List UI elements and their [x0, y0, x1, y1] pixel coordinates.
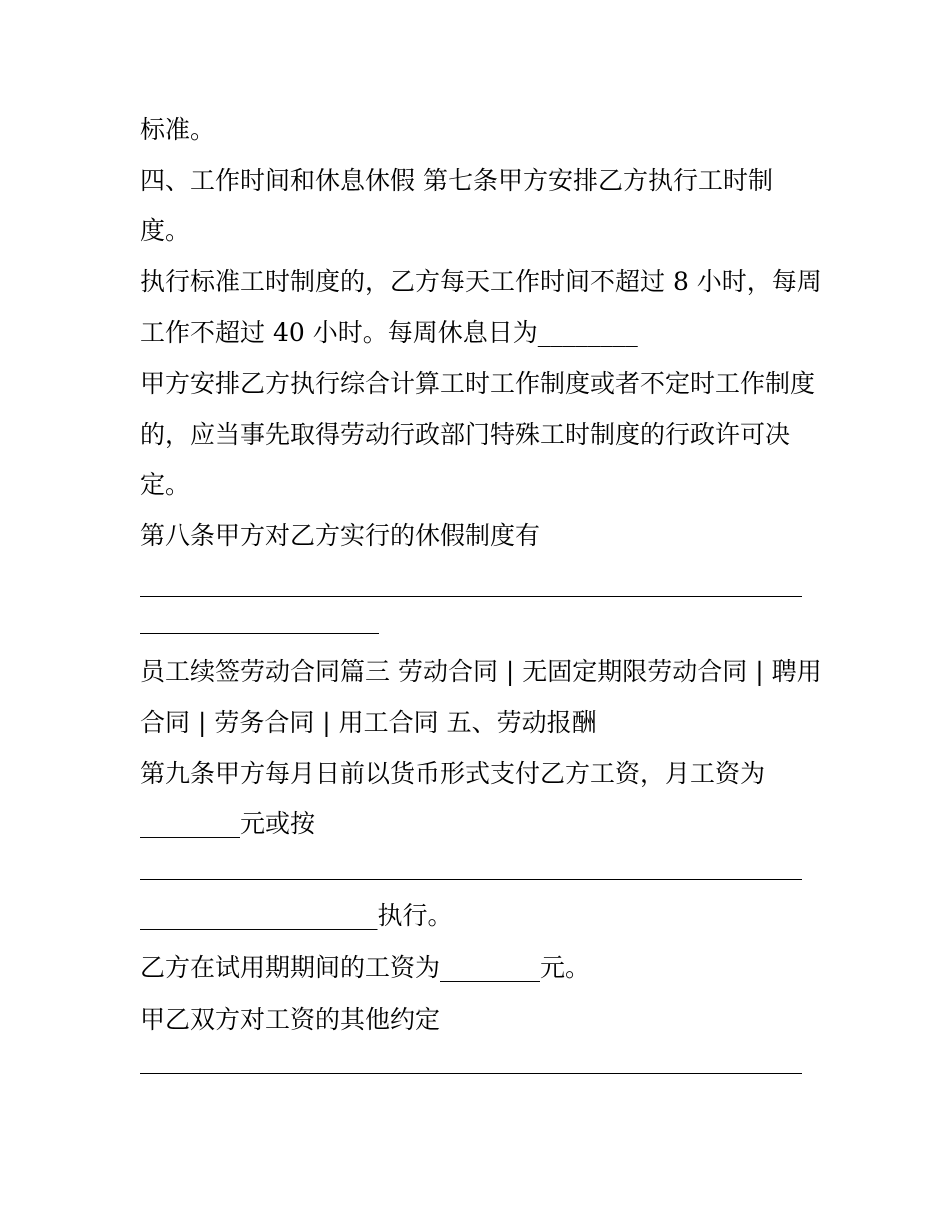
text-line: 标准。	[140, 115, 216, 144]
text-line: 第九条甲方每月日前以货币形式支付乙方工资，月工资为	[140, 759, 766, 788]
text-line: 工作不超过 40 小时。每周休息日为________	[140, 318, 638, 347]
text-line: 四、工作时间和休息休假 第七条甲方安排乙方执行工时制	[140, 166, 773, 195]
text-line: ___________________执行。	[140, 901, 453, 930]
text-line: ________元或按	[140, 809, 316, 838]
text-line: 度。	[140, 216, 191, 245]
text-line: 乙方在试用期期间的工资为________元。	[140, 953, 591, 982]
fill-in-blank-line	[140, 1073, 802, 1074]
text-line: 的，应当事先取得劳动行政部门特殊工时制度的行政许可决	[140, 420, 791, 449]
text-line: 定。	[140, 470, 191, 499]
fill-in-blank-line	[140, 596, 802, 597]
text-line: 第八条甲方对乙方实行的休假制度有	[140, 521, 541, 550]
fill-in-blank-line	[140, 879, 802, 880]
fill-in-blank-line	[140, 633, 379, 634]
text-line: 合同 | 劳务合同 | 用工合同 五、劳动报酬	[140, 708, 597, 737]
text-line: 执行标准工时制度的，乙方每天工作时间不超过 8 小时，每周	[140, 267, 822, 296]
text-line: 甲乙双方对工资的其他约定	[140, 1005, 441, 1034]
text-line: 甲方安排乙方执行综合计算工时工作制度或者不定时工作制度	[140, 369, 816, 398]
text-line: 员工续签劳动合同篇三 劳动合同 | 无固定期限劳动合同 | 聘用	[140, 657, 822, 686]
